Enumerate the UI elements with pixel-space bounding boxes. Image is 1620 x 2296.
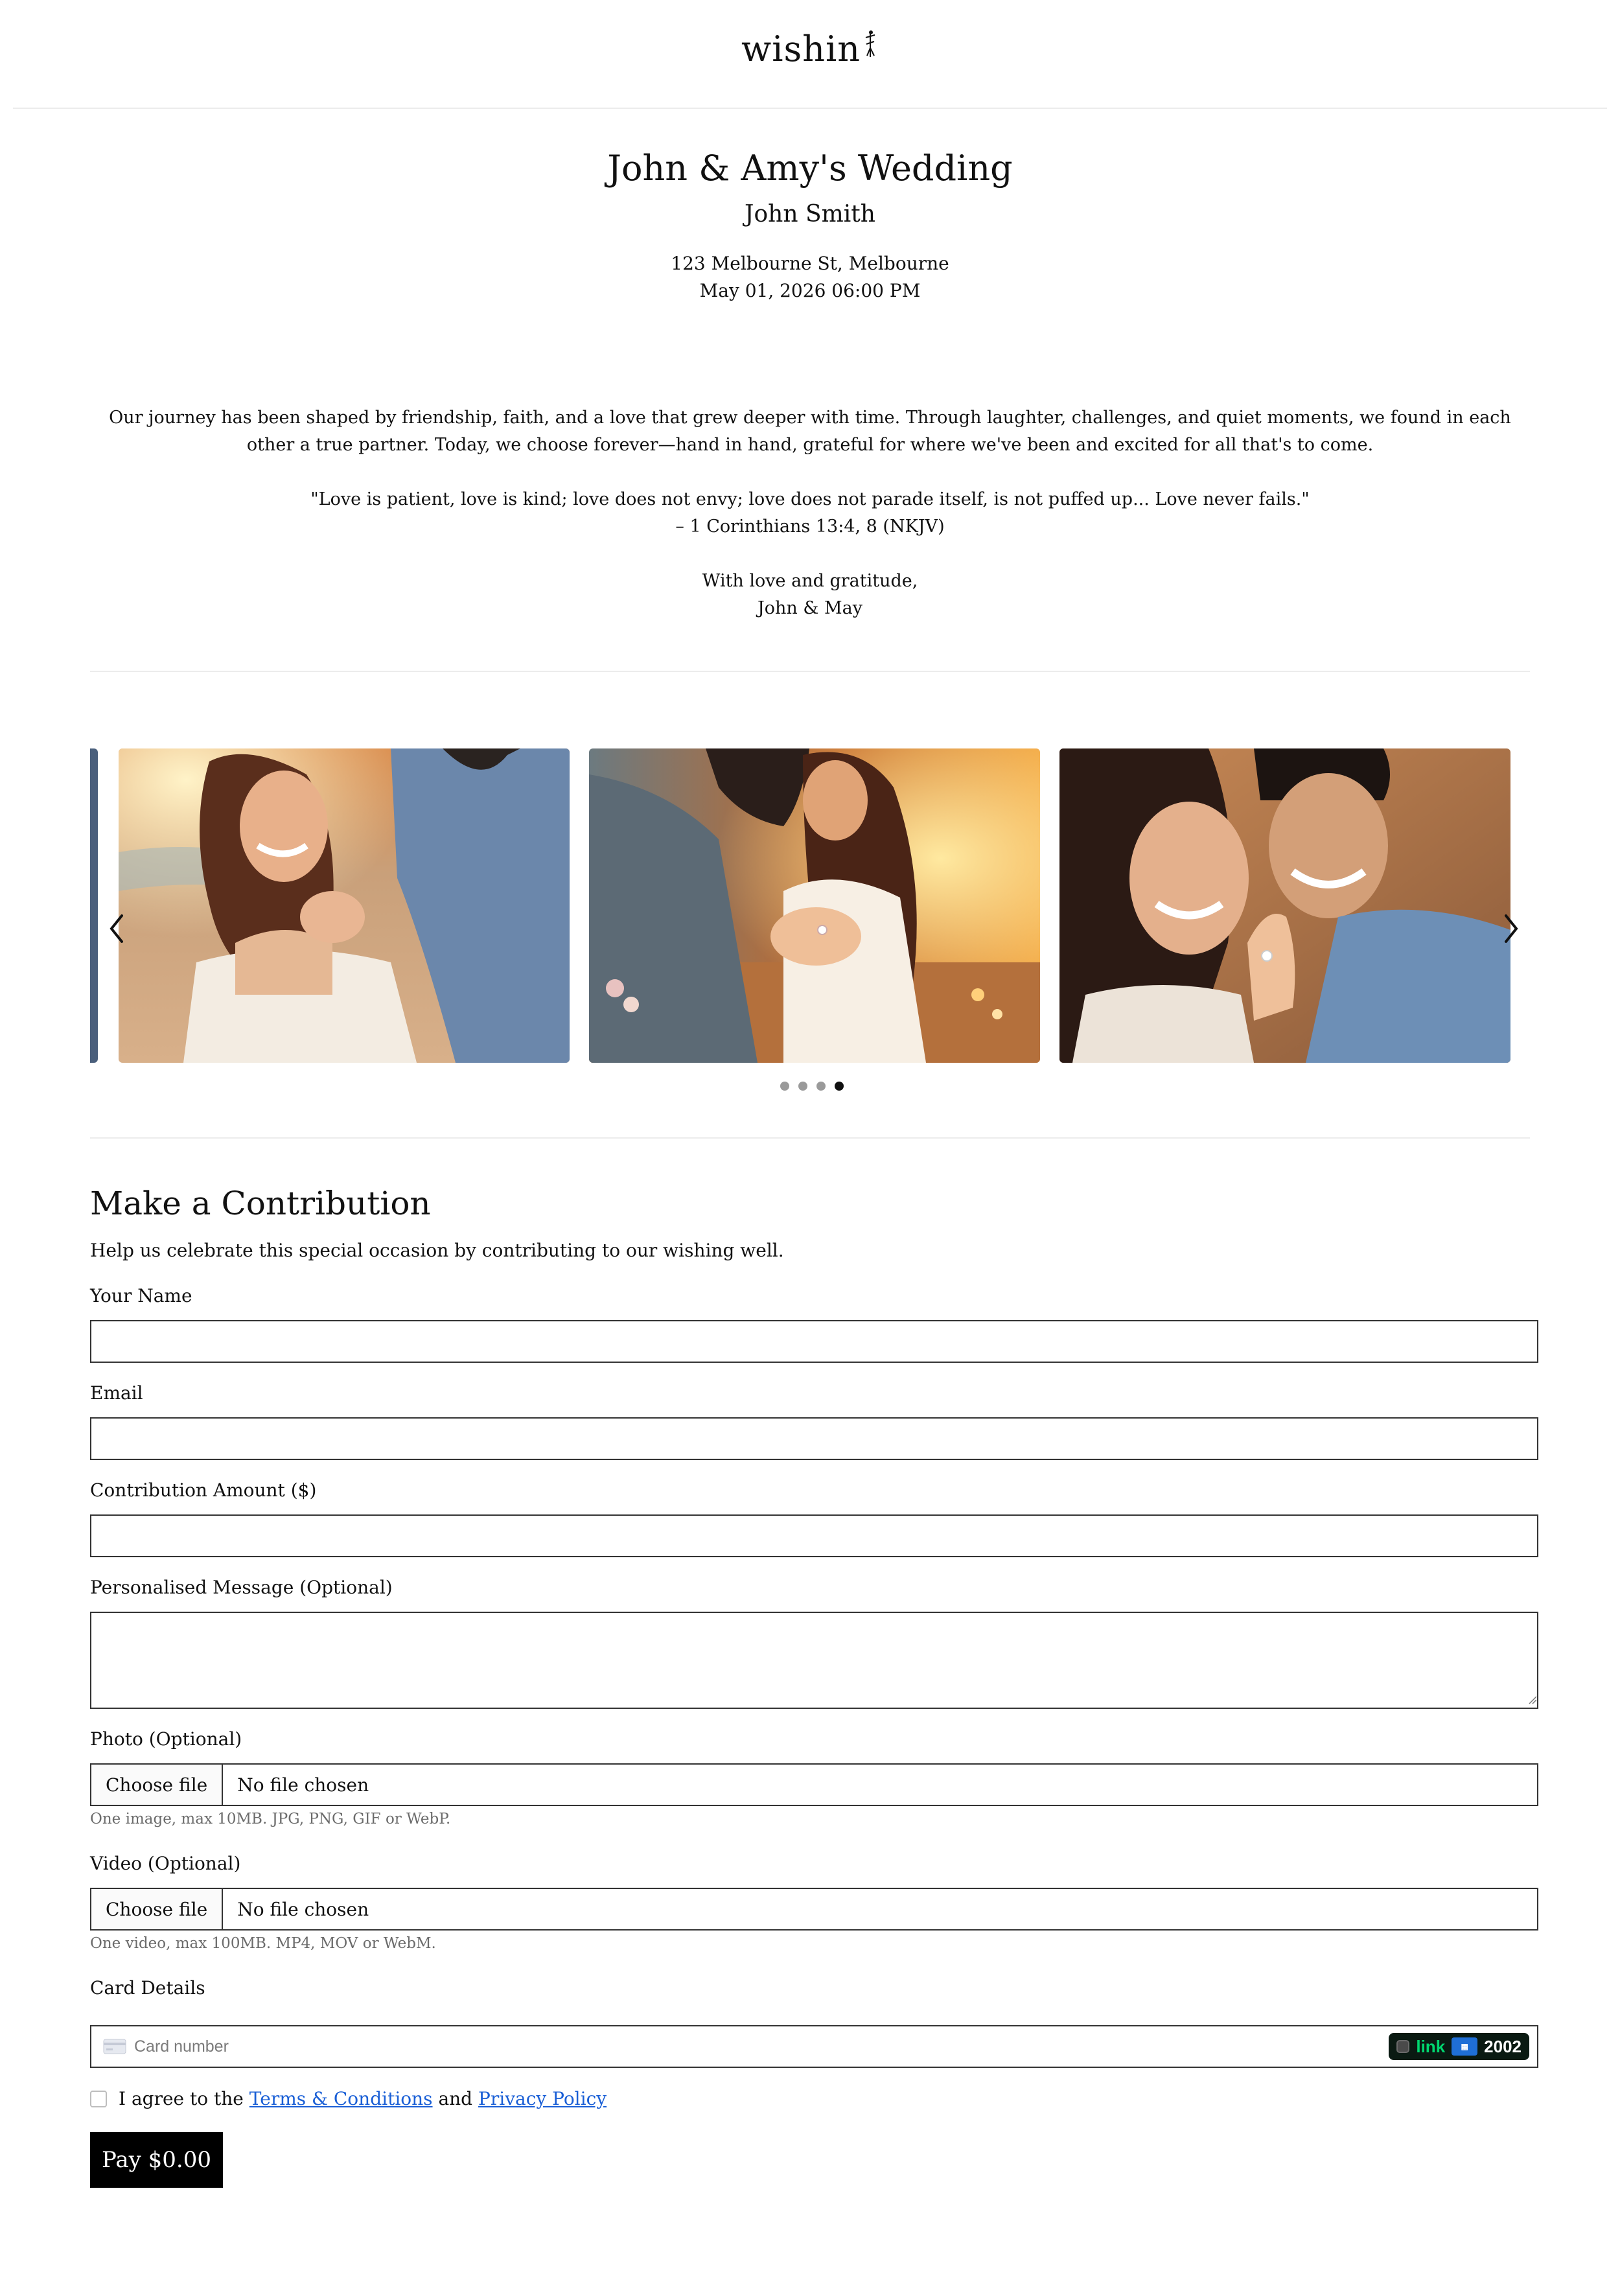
fairy-icon	[862, 29, 879, 60]
brand-name: wishin	[741, 29, 861, 69]
card-details-label: Card Details	[90, 1977, 205, 1999]
resize-grip-icon[interactable]	[1528, 1695, 1537, 1704]
story-closing-block	[97, 568, 1523, 622]
brand-logo[interactable]	[13, 29, 1607, 69]
carousel-slide-peek	[90, 748, 98, 1063]
agree-and: and	[438, 2088, 473, 2109]
story-quote: "Love is patient, love is kind; love does not envy; love does not parade itself, is not puffed up... Love never fails."	[310, 489, 1310, 509]
beach-embrace-photo	[119, 748, 570, 1063]
link-status-icon	[1396, 2040, 1409, 2053]
story-signature: John & May	[757, 598, 863, 618]
video-choose-file-button[interactable]: Choose file	[91, 1889, 223, 1929]
name-label: Your Name	[90, 1285, 192, 1306]
message-textarea[interactable]	[90, 1612, 1538, 1709]
story-closing: With love and gratitude,	[702, 571, 918, 591]
email-input[interactable]	[90, 1417, 1538, 1460]
top-bar	[13, 0, 1607, 109]
name-input[interactable]	[90, 1320, 1538, 1363]
video-file-input[interactable]	[90, 1888, 1538, 1931]
link-word: link	[1416, 2036, 1446, 2056]
privacy-link[interactable]: Privacy Policy	[478, 2088, 607, 2109]
amount-label: Contribution Amount ($)	[90, 1479, 317, 1501]
form-title: Make a Contribution	[90, 1185, 431, 1222]
form-subtitle: Help us celebrate this special occasion by contributing to our wishing well.	[90, 1240, 784, 1261]
email-label: Email	[90, 1382, 143, 1404]
amount-input[interactable]	[90, 1514, 1538, 1557]
story-paragraph: Our journey has been shaped by friendship, faith, and a love that grew deeper with time. Through laughter, challenges, and quiet moments, we found in each other a true partner. Today, we choose forever—hand in hand, grateful for where we've been and excited for all that's to come.	[109, 408, 1511, 455]
terms-checkbox[interactable]	[90, 2091, 107, 2107]
photo-choose-file-button[interactable]: Choose file	[91, 1765, 223, 1805]
carousel-dot-3[interactable]	[816, 1082, 826, 1091]
event-title: John & Amy's Wedding	[607, 148, 1013, 189]
carousel-dot-2[interactable]	[798, 1082, 807, 1091]
carousel-dots	[780, 1082, 844, 1091]
sunset-kiss-ring-photo	[589, 748, 1040, 1063]
divider	[90, 1137, 1530, 1139]
card-number-field[interactable]	[90, 2025, 1538, 2068]
carousel-slide-2[interactable]	[589, 748, 1040, 1063]
carousel-next-arrow[interactable]	[1498, 910, 1524, 947]
card-number-placeholder: Card number	[134, 2037, 229, 2056]
terms-link[interactable]: Terms & Conditions	[249, 2088, 433, 2109]
smiling-couple-ring-photo	[1059, 748, 1510, 1063]
carousel-slide-3[interactable]	[1059, 748, 1510, 1063]
event-datetime: May 01, 2026 06:00 PM	[699, 280, 921, 301]
pay-button[interactable]: Pay $0.00	[90, 2132, 223, 2188]
carousel-dot-1[interactable]	[780, 1082, 789, 1091]
photo-file-status: No file chosen	[237, 1774, 369, 1796]
message-label: Personalised Message (Optional)	[90, 1577, 393, 1598]
saved-card-icon: ▦	[1452, 2037, 1477, 2056]
photo-label: Photo (Optional)	[90, 1728, 242, 1750]
story-quote-block	[97, 486, 1523, 540]
link-autofill-badge[interactable]	[1389, 2033, 1529, 2060]
credit-card-icon	[103, 2039, 126, 2054]
agree-prefix: I agree to the	[119, 2088, 244, 2109]
photo-hint: One image, max 10MB. JPG, PNG, GIF or WebP.	[90, 1811, 451, 1827]
saved-card-digits: 2002	[1484, 2036, 1522, 2056]
divider	[90, 671, 1530, 672]
event-address: 123 Melbourne St, Melbourne	[671, 253, 949, 274]
event-host: John Smith	[745, 201, 875, 227]
carousel-slide-1[interactable]	[119, 748, 570, 1063]
carousel-dot-4[interactable]	[835, 1082, 844, 1091]
video-file-status: No file chosen	[237, 1898, 369, 1920]
carousel-prev-arrow[interactable]	[104, 910, 130, 947]
terms-agreement	[90, 2088, 607, 2109]
story-section	[97, 404, 1523, 649]
video-hint: One video, max 100MB. MP4, MOV or WebM.	[90, 1935, 436, 1952]
story-citation: – 1 Corinthians 13:4, 8 (NKJV)	[675, 516, 945, 537]
photo-file-input[interactable]	[90, 1763, 1538, 1806]
video-label: Video (Optional)	[90, 1853, 241, 1874]
photo-carousel	[90, 748, 1530, 1063]
